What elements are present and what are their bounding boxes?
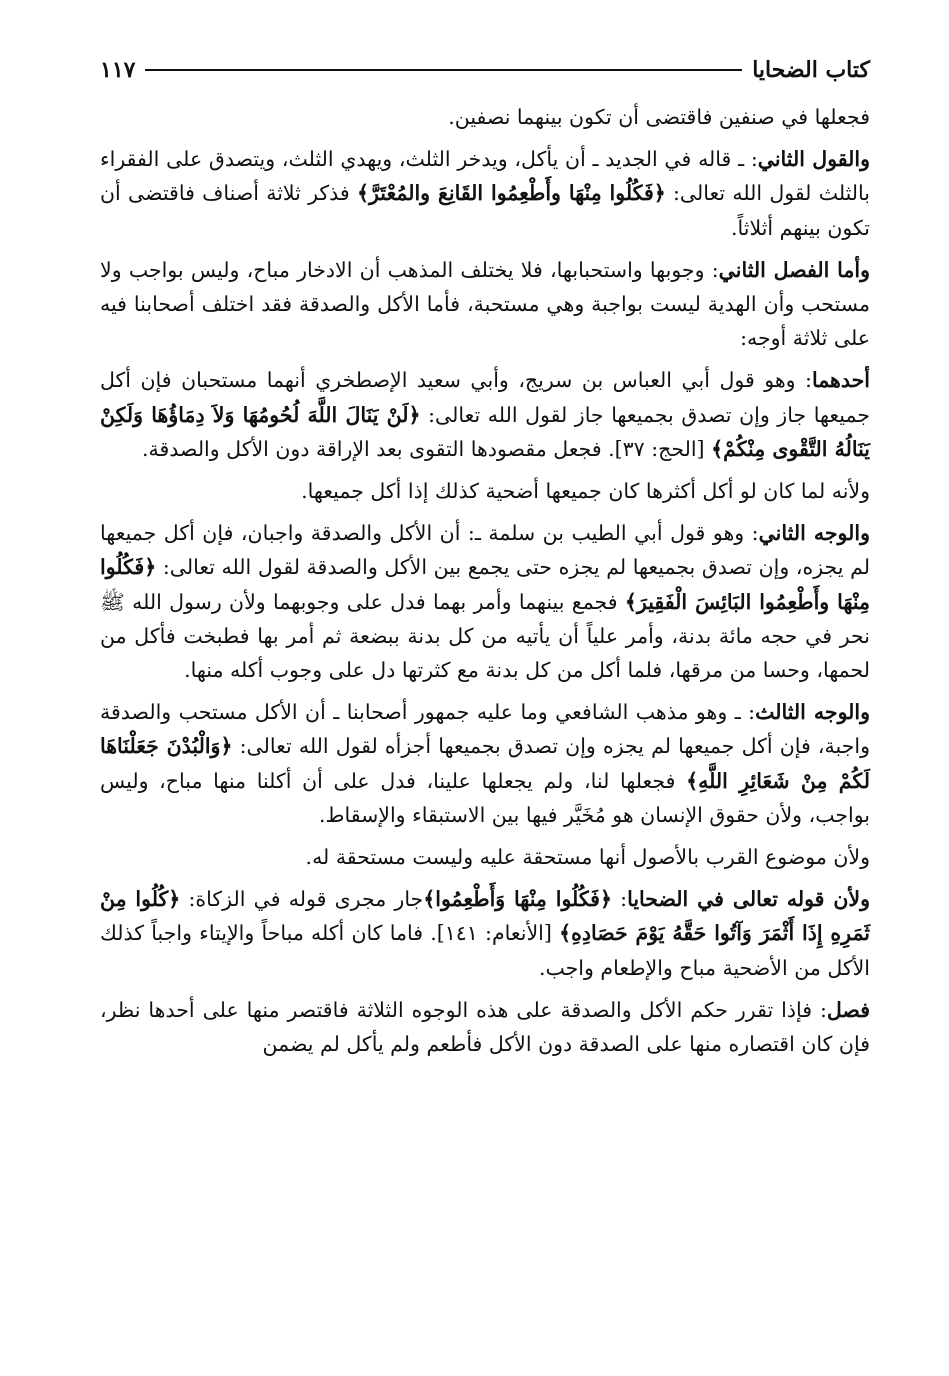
header-rule	[145, 69, 742, 71]
paragraph-tail: فجعلها لنا، ولم يجعلها علينا، فدل على أن أكلنا منها مباح، وليس بواجب، ولأن حقوق الإنسان هو مُخَيَّر فيها بين الاستبقاء والإسقاط.	[100, 768, 870, 827]
paragraph-tail: فجمع بينهما وأمر بهما فدل على وجوبهما ولأن رسول الله ﷺ نحر في حجه مائة بدنة، وأمر علياً أن يأتيه من كل بدنة ببضعة ثم أمر بها فطبخت فأكل من لحمها، وحسا من مرقها، فلما أكل من كل بدنة مع كثرتها دل على وجوب أكله منها.	[100, 589, 870, 683]
paragraph-tail: [الأنعام: ١٤١]. فاما كان أكله مباحاً والإيتاء واجباً كذلك الأكل من الأضحية مباح والإطعام واجب.	[100, 921, 870, 980]
paragraph-text: : فإذا تقرر حكم الأكل والصدقة على هذه الوجوه الثلاثة فاقتصر منها على أحدها نظر، فإن كان اقتصاره منها على الصدقة دون الأكل فأطعم ولم يأكل لم يضمن	[100, 997, 870, 1057]
paragraph-lead: والوجه الثاني	[758, 521, 870, 546]
paragraph	[100, 474, 870, 508]
paragraph	[100, 993, 870, 1061]
page-body	[100, 100, 870, 1069]
paragraph-text: فجعلها في صنفين فاقتضى أن تكون بينهما نصفين.	[448, 105, 870, 129]
paragraph-text: : وهو قول أبي الطيب بن سلمة ـ: أن الأكل والصدقة واجبان، فإن أكل جميعها لم يجزه، وإن تصدق بجميعها لم يجزه حتى يجمع بين الأكل والصدقة لقول الله تعالى:	[100, 521, 870, 580]
paragraph-lead: والوجه الثالث	[755, 700, 871, 725]
paragraph-lead: وأما الفصل الثاني	[718, 257, 870, 282]
paragraph-text: :	[611, 887, 628, 912]
paragraph	[100, 882, 870, 985]
page-number: ١١٧	[100, 57, 136, 83]
quran-quote: ﴿فَكُلُوا مِنْهَا وَأَطْعِمُوا﴾	[423, 887, 612, 912]
paragraph-text: ولأن موضوع القرب بالأصول أنها مستحقة عليه وليست مستحقة له.	[305, 845, 870, 870]
quran-quote: ﴿لَنْ يَنَالَ اللَّهَ لُحُومُهَا وَلاَ دِمَاؤُهَا وَلَكِنْ يَنَالُهُ التَّقْوى مِنْكُمْ﴾	[100, 402, 870, 461]
paragraph-tail: فذكر ثلاثة أصناف فاقتضى أن تكون بينهم أثلاثاً.	[100, 181, 870, 240]
page-header	[100, 52, 870, 88]
running-title: كتاب الضحايا	[752, 57, 870, 83]
paragraph-tail: جار مجرى قوله في الزكاة:	[180, 887, 424, 912]
paragraph	[100, 695, 870, 832]
paragraph-text: : ـ وهو مذهب الشافعي وما عليه جمهور أصحابنا ـ أن الأكل مستحب والصدقة واجبة، فإن أكل جميعها لم يجزه وإن تصدق بجميعها أجزأه لقول الله تعالى:	[100, 700, 870, 759]
paragraph-text: ولأنه لما كان لو أكل أكثرها كان جميعها أضحية كذلك إذا أكل جميعها.	[301, 479, 870, 504]
paragraph-lead: فصل	[826, 997, 870, 1022]
quran-quote: ﴿وَالْبُدْنَ جَعَلْنَاهَا لَكُمْ مِنْ شَعَائِرِ اللَّهِ﴾	[100, 734, 870, 793]
paragraph-tail: [الحج: ٣٧]. فجعل مقصودها التقوى بعد الإراقة دون الأكل والصدقة.	[141, 436, 712, 461]
paragraph	[100, 363, 870, 466]
paragraph-lead: والقول الثاني	[757, 147, 870, 172]
paragraph	[100, 100, 870, 134]
paragraph-text: : ـ قاله في الجديد ـ أن يأكل، ويدخر الثلث، ويهدي الثلث، ويتصدق على الفقراء بالثلث لقول الله تعالى:	[100, 147, 870, 206]
paragraph-text: : وهو قول أبي العباس بن سريج، وأبي سعيد الإصطخري أنهما مستحبان فإن أكل جميعها جاز وإن تصدق بجميعها جاز لقول الله تعالى:	[100, 368, 870, 427]
quran-quote: ﴿فَكُلُوا مِنْهَا وأَطْعِمُوا البَائِسَ الْفَقِيرَ﴾	[100, 555, 870, 614]
paragraph	[100, 253, 870, 356]
paragraph	[100, 840, 870, 874]
quran-quote: ﴿فَكُلُوا مِنْهَا وأَطْعِمُوا القَانِعَ والمُعْتَرَّ﴾	[356, 181, 666, 206]
paragraph-lead: أحدهما	[811, 368, 870, 393]
quran-quote: ﴿كُلُوا مِنْ ثَمَرِهِ إِذَا أَثْمَرَ وَآتُوا حَقَّهُ يَوْمَ حَصَادِهِ﴾	[100, 887, 870, 946]
paragraph	[100, 142, 870, 245]
paragraph-text: : وجوبها واستحبابها، فلا يختلف المذهب أن الادخار مباح، وليس بواجب ولا مستحب وأن الهدية ليست بواجبة وهي مستحبة، فأما الأكل والصدقة فقد اختلف أصحابنا فيه على ثلاثة أوجه:	[100, 257, 870, 351]
paragraph-lead: ولأن قوله تعالى في الضحايا	[627, 887, 870, 912]
paragraph	[100, 516, 870, 687]
